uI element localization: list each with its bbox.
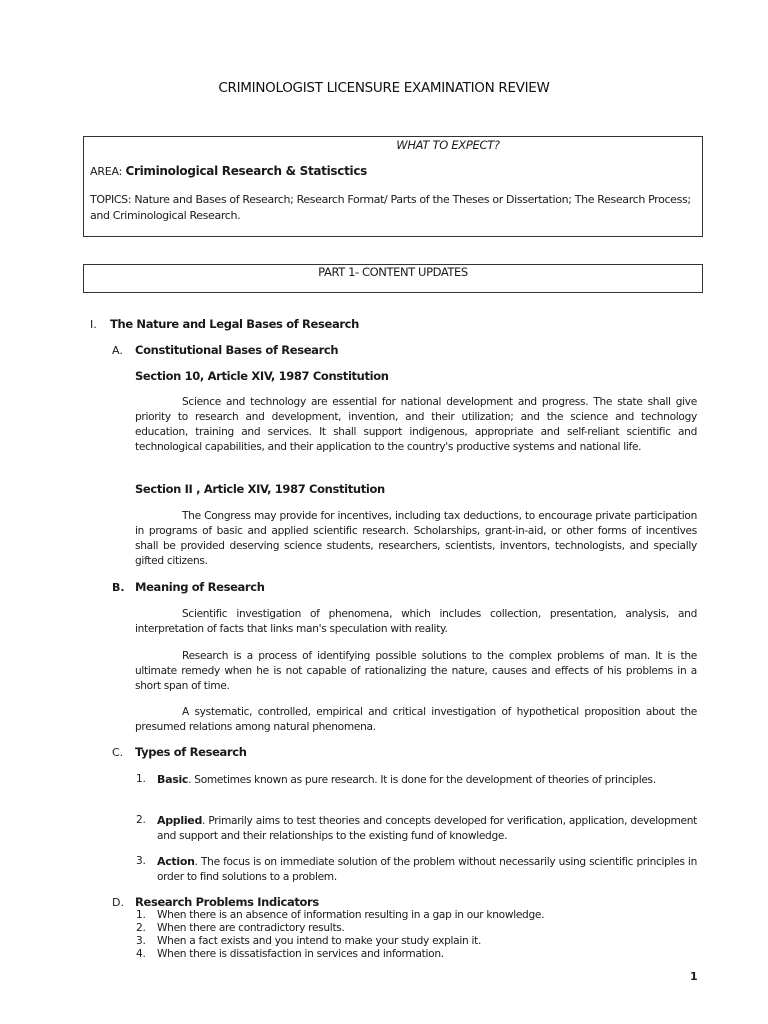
area-value: Criminological Research & Statisctics xyxy=(125,164,367,178)
meaning-paragraph-3: A systematic, controlled, empirical and critical investigation of hypothetical proposition about the presumed relations among natural phenomena. xyxy=(135,706,697,733)
item-text: . Sometimes known as pure research. It is done for the development of theories of principles. xyxy=(188,774,656,786)
indicator-item xyxy=(136,948,444,961)
section-ii-text: The Congress may provide for incentives, including tax deductions, to encourage private participation in programs of basic and applied scientific research. Scholarships, grant-in-aid, or other forms of incentives shall be provided deserving science students, researchers, scientists, inventors, technologists, and specially gifted citizens. xyxy=(135,510,697,567)
part-title: PART 1- CONTENT UPDATES xyxy=(318,265,468,279)
item-term: Basic xyxy=(157,773,189,786)
section-i-title: The Nature and Legal Bases of Research xyxy=(110,317,359,331)
area-label: AREA: xyxy=(90,165,126,178)
what-to-expect-box xyxy=(83,136,703,237)
section-d-title: Research Problems Indicators xyxy=(135,895,319,909)
item-text: When there is dissatisfaction in services and information. xyxy=(157,948,444,960)
section-a-marker: A. xyxy=(112,344,123,357)
item-number: 2. xyxy=(136,814,146,826)
section-10-text: Science and technology are essential for national development and progress. The state shall give priority to research and development, invention, and their utilization; and the science and technology education, training and services. It shall support indigenous, appropriate and self-reliant scientific and technological capabilities, and their application to the country's productive systems and national life. xyxy=(135,396,697,453)
document-title: CRIMINOLOGIST LICENSURE EXAMINATION REVIEW xyxy=(218,80,550,96)
research-type-item xyxy=(136,772,697,788)
meaning-paragraph-2: Research is a process of identifying possible solutions to the complex problems of man. It is the ultimate remedy when he is not capable of rationalizing the nature, causes and effects of his problems in a short span of time. xyxy=(135,650,697,692)
part-title-box xyxy=(83,264,703,293)
topics-text: TOPICS: Nature and Bases of Research; Research Format/ Parts of the Theses or Dissertation; The Research Process; and Criminological Research. xyxy=(90,193,691,222)
section-b-title: Meaning of Research xyxy=(135,580,265,594)
item-text: . The focus is on immediate solution of the problem without necessarily using scientific principles in order to find solutions to a problem. xyxy=(157,856,697,883)
item-number: 4. xyxy=(136,948,146,960)
meaning-paragraph-1: Scientific investigation of phenomena, which includes collection, presentation, analysis, and interpretation of facts that links man's speculation with reality. xyxy=(135,608,697,635)
section-a-title: Constitutional Bases of Research xyxy=(135,343,339,357)
section-d-marker: D. xyxy=(112,896,124,909)
indicator-item xyxy=(136,909,544,922)
item-number: 3. xyxy=(136,855,146,867)
indicator-item xyxy=(136,922,345,935)
item-number: 1. xyxy=(136,773,146,785)
research-type-item xyxy=(136,854,697,885)
research-type-item xyxy=(136,813,697,844)
area-line xyxy=(90,164,367,178)
item-number: 1. xyxy=(136,909,146,921)
section-b-marker: B. xyxy=(112,581,125,594)
page-number: 1 xyxy=(690,970,698,983)
item-text: . Primarily aims to test theories and concepts developed for verification, application, development and support and their relationships to the existing fund of knowledge. xyxy=(157,815,697,842)
item-text: When a fact exists and you intend to make your study explain it. xyxy=(157,935,482,947)
section-i-marker: I. xyxy=(90,318,97,331)
section-10-heading: Section 10, Article XIV, 1987 Constitution xyxy=(135,369,389,383)
item-text: When there is an absence of information resulting in a gap in our knowledge. xyxy=(157,909,545,921)
section-ii-heading: Section II , Article XIV, 1987 Constitution xyxy=(135,482,385,496)
item-number: 3. xyxy=(136,935,146,947)
item-number: 2. xyxy=(136,922,146,934)
section-c-title: Types of Research xyxy=(135,745,247,759)
what-to-expect-heading: WHAT TO EXPECT? xyxy=(396,138,500,152)
item-term: Action xyxy=(157,855,195,868)
item-term: Applied xyxy=(157,814,203,827)
indicator-item xyxy=(136,935,481,948)
section-c-marker: C. xyxy=(112,746,124,759)
item-text: When there are contradictory results. xyxy=(157,922,345,934)
